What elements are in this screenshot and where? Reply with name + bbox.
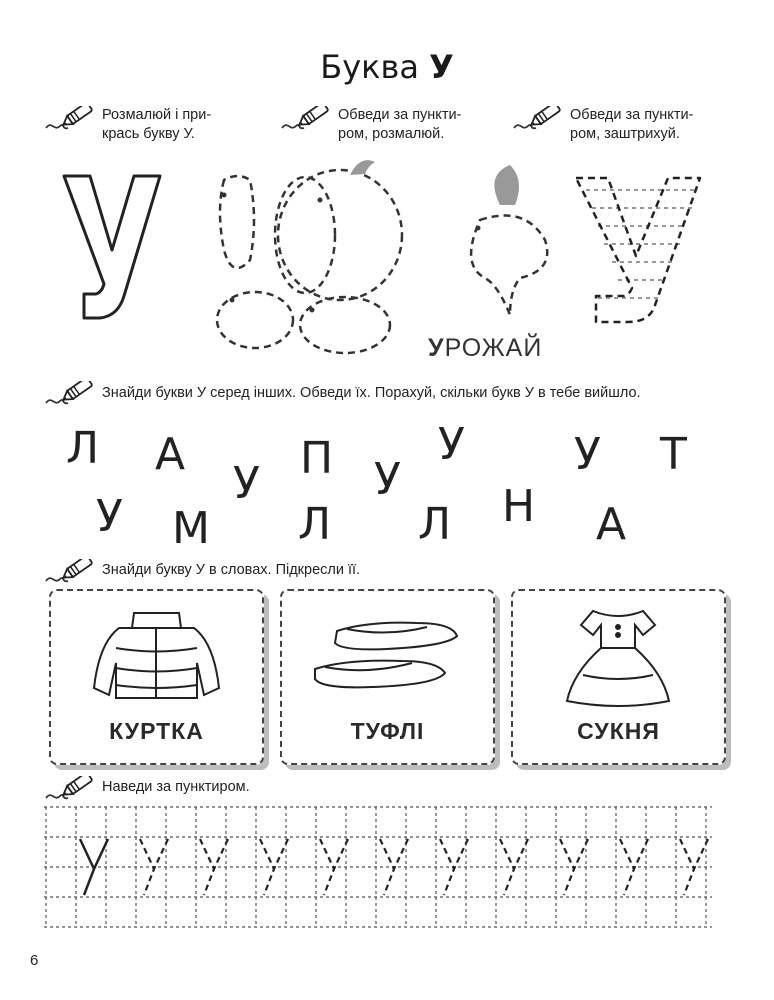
task4-instruction: Знайди букви У серед інших. Обведи їх. Порахуй, скільки букв У в тебе вийшло.	[102, 385, 641, 401]
task3-line1: Обведи за пункти-	[570, 107, 694, 123]
harvest-word	[428, 334, 542, 363]
pencil-icon	[44, 106, 96, 134]
scatter-letter[interactable]: У	[574, 429, 601, 480]
title-prefix: Буква	[320, 48, 419, 86]
word-card-jacket[interactable]	[49, 589, 264, 765]
page-number: 6	[30, 952, 39, 969]
task5-instruction: Знайди букву У в словах. Підкресли її.	[102, 562, 361, 578]
scatter-letter[interactable]: У	[96, 491, 123, 542]
pencil-icon	[44, 559, 96, 587]
task2-line1: Обведи за пункти-	[338, 107, 462, 123]
task3-line2: ром, заштрихуй.	[570, 126, 680, 142]
scatter-letter[interactable]: У	[233, 458, 260, 509]
scatter-letter[interactable]: Н	[502, 481, 536, 532]
scatter-letter[interactable]: Т	[660, 429, 687, 480]
card-word: КУРТКА	[109, 718, 204, 744]
task1-line2: крась букву У.	[102, 126, 195, 142]
card-word: ТУФЛІ	[350, 718, 425, 744]
jacket-icon	[89, 603, 224, 703]
task2-instruction	[338, 106, 498, 144]
scatter-letter[interactable]: Л	[298, 499, 332, 550]
scatter-letter[interactable]: М	[172, 503, 210, 554]
shoes-icon	[307, 611, 467, 701]
scatter-letter[interactable]: Л	[418, 499, 452, 550]
task3-instruction	[570, 106, 740, 144]
handwriting-practice-grid[interactable]	[44, 805, 712, 929]
task1-line1: Розмалюй і при-	[102, 107, 212, 123]
pencil-icon	[512, 106, 564, 134]
scatter-letter[interactable]: А	[596, 499, 627, 550]
title-letter: У	[429, 48, 454, 86]
scatter-letter[interactable]: Л	[66, 423, 100, 474]
task1-instruction	[102, 106, 262, 144]
scatter-letter[interactable]: У	[438, 419, 465, 470]
word-card-dress[interactable]	[511, 589, 726, 765]
scatter-letter[interactable]: А	[155, 429, 186, 480]
dress-icon	[563, 603, 673, 708]
task2-line2: ром, розмалюй.	[338, 126, 445, 142]
harvest-vegetables-illustration[interactable]	[210, 150, 570, 360]
pencil-icon	[44, 776, 96, 804]
harvest-first-letter: У	[428, 334, 445, 362]
dotted-letter-u[interactable]	[568, 172, 718, 332]
outline-letter-u[interactable]	[42, 168, 177, 328]
sample-letter-u	[80, 839, 108, 895]
scatter-letter[interactable]: П	[300, 433, 334, 484]
task6-instruction: Наведи за пунктиром.	[102, 779, 250, 795]
pencil-icon	[280, 106, 332, 134]
page-title	[0, 48, 774, 86]
harvest-word-rest: РОЖАЙ	[444, 334, 543, 362]
letters-scatter[interactable]	[40, 415, 740, 565]
card-word: СУКНЯ	[577, 718, 660, 744]
scatter-letter[interactable]: У	[374, 454, 401, 505]
pencil-icon	[44, 381, 96, 409]
word-card-shoes[interactable]	[280, 589, 495, 765]
